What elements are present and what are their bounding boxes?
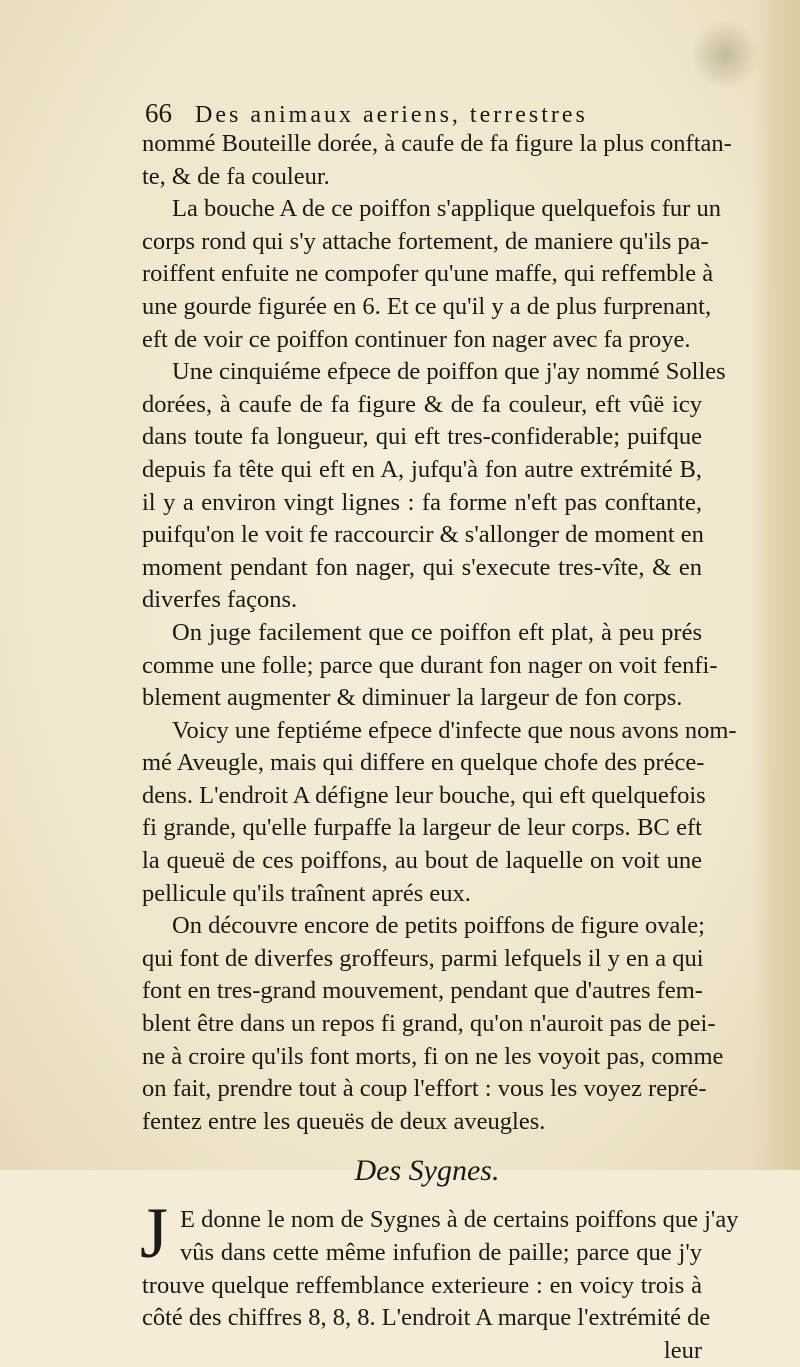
section-paragraph — [140, 1193, 739, 1367]
text-line: trouve quelque reffemblance exterieure : en voicy trois à — [142, 1271, 702, 1299]
text-line: pellicule qu'ils traînent aprés eux. — [142, 879, 471, 907]
paper-stain — [690, 20, 760, 90]
text-line: côté des chiffres 8, 8, 8. L'endroit A marque l'extrémité de — [142, 1304, 711, 1332]
text-line: fentez entre les queuës de deux aveugles. — [142, 1107, 546, 1135]
text-line: qui font de diverfes groffeurs, parmi lefquels il y en a qui — [142, 944, 704, 972]
running-head-title: Des animaux aeriens, terrestres — [195, 102, 588, 128]
text-line: on fait, prendre tout à coup l'effort : vous les voyez repré- — [142, 1075, 707, 1103]
drop-cap: J — [140, 1193, 169, 1274]
text-line: puifqu'on le voit fe raccourcir & s'allonger de moment en — [142, 521, 704, 549]
text-line: blement augmenter & diminuer la largeur de fon corps. — [142, 684, 683, 712]
text-line: font en tres-grand mouvement, pendant que d'autres fem- — [142, 977, 703, 1005]
catchword: leur — [663, 1336, 702, 1364]
text-line: roiffent enfuite ne compofer qu'une maffe, qui reffemble à — [142, 260, 714, 288]
text-line: la queuë de ces poiffons, au bout de laquelle on voit une — [142, 847, 702, 875]
body-text — [140, 128, 739, 1367]
text-line: diverfes façons. — [142, 586, 298, 614]
text-line: fi grande, qu'elle furpaffe la largeur de leur corps. BC eft — [142, 814, 702, 842]
text-line: dorées, à caufe de fa figure & de fa couleur, eft vûë icy — [142, 390, 702, 418]
text-line: Voicy une feptiéme efpece d'infecte que nous avons nom- — [172, 716, 737, 744]
text-line: moment pendant fon nager, qui s'execute tres-vîte, & en — [142, 553, 702, 581]
text-line: corps rond qui s'y attache fortement, de maniere qu'ils pa- — [142, 227, 709, 255]
page-edge-shadow — [752, 0, 800, 1170]
text-line: comme une folle; parce que durant fon nager on voit fenfi- — [142, 651, 718, 679]
text-line: mé Aveugle, mais qui differe en quelque chofe des préce- — [142, 749, 705, 777]
text-line: ne à croire qu'ils font morts, fi on ne les voyoit pas, comme — [142, 1042, 724, 1070]
text-line: Une cinquiéme efpece de poiffon que j'ay nommé Solles — [172, 358, 726, 386]
text-line: une gourde figurée en 6. Et ce qu'il y a de plus furprenant, — [142, 292, 712, 320]
text-line: dans toute fa longueur, qui eft tres-confiderable; puifque — [142, 423, 702, 451]
section-heading: Des Sygnes. — [354, 1154, 500, 1188]
text-line: il y a environ vingt lignes : fa forme n'eft pas conftante, — [142, 488, 702, 516]
text-line: On découvre encore de petits poiffons de figure ovale; — [172, 912, 705, 940]
text-line: depuis fa tête qui eft en A, jufqu'à fon autre extrémité B, — [142, 455, 702, 483]
text-line: eft de voir ce poiffon continuer fon nager avec fa proye. — [142, 325, 691, 353]
text-line: vûs dans cette même infufion de paille; parce que j'y — [180, 1239, 702, 1266]
text-line: dens. L'endroit A défigne leur bouche, qui eft quelquefois — [142, 781, 706, 809]
page-number: 66 — [145, 98, 172, 128]
text-line: blent être dans un repos fi grand, qu'on n'auroit pas de pei- — [142, 1010, 716, 1038]
text-line: te, & de fa couleur. — [142, 162, 330, 190]
text-line: On juge facilement que ce poiffon eft plat, à peu prés — [172, 618, 702, 646]
text-line: La bouche A de ce poiffon s'applique quelquefois fur un — [172, 195, 721, 223]
text-line: nommé Bouteille dorée, à caufe de fa figure la plus conftan- — [142, 130, 732, 157]
text-line: E donne le nom de Sygnes à de certains poiffons que j'ay — [180, 1206, 739, 1234]
